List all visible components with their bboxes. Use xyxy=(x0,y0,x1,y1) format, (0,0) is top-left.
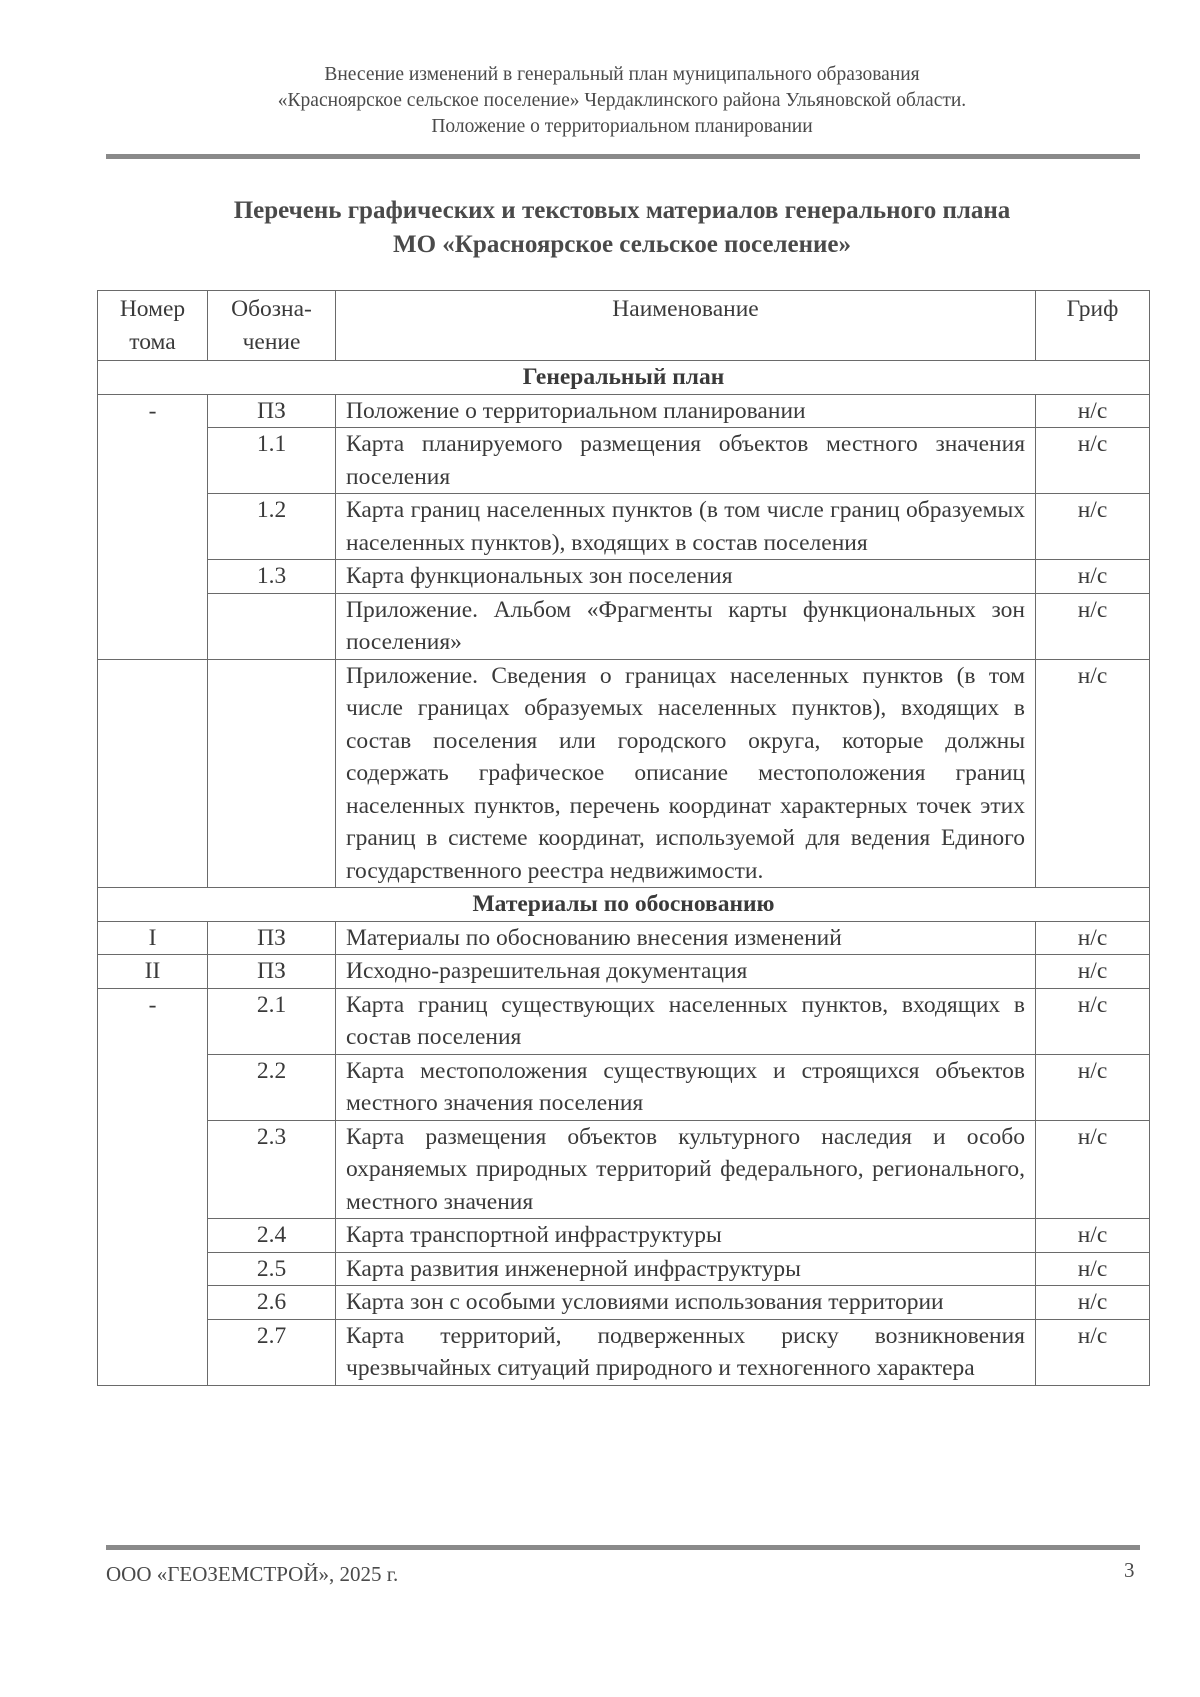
table-row xyxy=(98,955,1150,989)
grif-cell: н/с xyxy=(1036,1219,1150,1253)
page-header xyxy=(104,62,1140,140)
table-row xyxy=(98,560,1150,594)
code-cell: 2.5 xyxy=(208,1252,336,1286)
section-title-justification: Материалы по обоснованию xyxy=(98,888,1150,922)
footer-company: ООО «ГЕОЗЕМСТРОЙ», 2025 г. xyxy=(106,1562,399,1586)
grif-cell: н/с xyxy=(1036,560,1150,594)
table-row xyxy=(98,921,1150,955)
section-row xyxy=(98,361,1150,395)
name-cell: Положение о территориальном планировании xyxy=(336,394,1036,428)
table-row xyxy=(98,394,1150,428)
grif-cell: н/с xyxy=(1036,494,1150,560)
grif-cell: н/с xyxy=(1036,1054,1150,1120)
table-row xyxy=(98,1120,1150,1219)
name-cell: Карта границ населенных пунктов (в том числе границ образуемых населенных пунктов), входящих в состав поселения xyxy=(336,494,1036,560)
name-cell: Приложение. Сведения о границах населенных пунктов (в том числе границах образуемых населенных пунктов), входящих в состав поселения или городского округа, которые должны содержать графическое описание местоположения границ населенных пунктов, перечень координат характерных точек этих границ в системе координат, используемой для ведения Единого государственного реестра недвижимости. xyxy=(336,659,1036,888)
code-cell: ПЗ xyxy=(208,921,336,955)
name-cell: Карта зон с особыми условиями использования территории xyxy=(336,1286,1036,1320)
volume-cell: I xyxy=(98,921,208,955)
code-cell: 2.6 xyxy=(208,1286,336,1320)
code-cell: ПЗ xyxy=(208,394,336,428)
volume-cell: II xyxy=(98,955,208,989)
materials-table xyxy=(97,290,1150,1386)
grif-cell: н/с xyxy=(1036,955,1150,989)
table-header-row xyxy=(98,291,1150,361)
code-cell: 1.3 xyxy=(208,560,336,594)
volume-cell: - xyxy=(98,988,208,1385)
document-title xyxy=(104,194,1140,262)
grif-cell: н/с xyxy=(1036,921,1150,955)
page-number: 3 xyxy=(1124,1558,1135,1582)
code-cell: 2.1 xyxy=(208,988,336,1054)
name-cell: Карта развития инженерной инфраструктуры xyxy=(336,1252,1036,1286)
name-cell: Карта планируемого размещения объектов местного значения поселения xyxy=(336,428,1036,494)
table-row xyxy=(98,1252,1150,1286)
grif-cell: н/с xyxy=(1036,428,1150,494)
table-row xyxy=(98,1054,1150,1120)
grif-cell: н/с xyxy=(1036,659,1150,888)
title-line-2: МО «Красноярское сельское поселение» xyxy=(393,231,851,258)
table-row xyxy=(98,1219,1150,1253)
name-cell: Карта размещения объектов культурного наследия и особо охраняемых природных территорий федерального, регионального, местного значения xyxy=(336,1120,1036,1219)
grif-cell: н/с xyxy=(1036,1286,1150,1320)
volume-cell: - xyxy=(98,394,208,659)
name-cell: Карта транспортной инфраструктуры xyxy=(336,1219,1036,1253)
code-cell: 2.2 xyxy=(208,1054,336,1120)
code-cell: 1.2 xyxy=(208,494,336,560)
table-row xyxy=(98,428,1150,494)
grif-cell: н/с xyxy=(1036,1319,1150,1385)
header-name: Наименование xyxy=(336,291,1036,361)
header-designation-line1: Обозна- xyxy=(231,296,312,322)
header-divider xyxy=(106,154,1140,159)
grif-cell: н/с xyxy=(1036,1120,1150,1219)
grif-cell: н/с xyxy=(1036,593,1150,659)
header-volume-line2: тома xyxy=(129,328,176,355)
table-row xyxy=(98,988,1150,1054)
name-cell: Карта функциональных зон поселения xyxy=(336,560,1036,594)
header-line-2: «Красноярское сельское поселение» Чердаклинского района Ульяновской области. xyxy=(277,90,967,111)
name-cell: Исходно-разрешительная документация xyxy=(336,955,1036,989)
name-cell: Карта местоположения существующих и строящихся объектов местного значения поселения xyxy=(336,1054,1036,1120)
table-row xyxy=(98,659,1150,888)
name-cell: Материалы по обоснованию внесения изменений xyxy=(336,921,1036,955)
table-row xyxy=(98,494,1150,560)
header-designation-line2: чение xyxy=(242,328,301,355)
table-row xyxy=(98,1319,1150,1385)
title-line-1: Перечень графических и текстовых материалов генерального плана xyxy=(233,197,1011,224)
header-line-1: Внесение изменений в генеральный план муниципального образования xyxy=(324,64,920,85)
code-cell: 1.1 xyxy=(208,428,336,494)
code-cell: 2.4 xyxy=(208,1219,336,1253)
header-volume xyxy=(98,291,208,361)
grif-cell: н/с xyxy=(1036,988,1150,1054)
section-title-general-plan: Генеральный план xyxy=(98,361,1150,395)
header-volume-line1: Номер xyxy=(119,296,186,322)
name-cell: Карта границ существующих населенных пунктов, входящих в состав поселения xyxy=(336,988,1036,1054)
volume-cell xyxy=(98,659,208,888)
grif-cell: н/с xyxy=(1036,394,1150,428)
code-cell: ПЗ xyxy=(208,955,336,989)
code-cell xyxy=(208,659,336,888)
name-cell: Приложение. Альбом «Фрагменты карты функциональных зон поселения» xyxy=(336,593,1036,659)
code-cell xyxy=(208,593,336,659)
table-row xyxy=(98,593,1150,659)
header-line-3: Положение о территориальном планировании xyxy=(431,116,813,137)
footer-divider xyxy=(106,1545,1140,1550)
section-row xyxy=(98,888,1150,922)
code-cell: 2.7 xyxy=(208,1319,336,1385)
name-cell: Карта территорий, подверженных риску возникновения чрезвычайных ситуаций природного и техногенного характера xyxy=(336,1319,1036,1385)
grif-cell: н/с xyxy=(1036,1252,1150,1286)
header-designation xyxy=(208,291,336,361)
header-classification: Гриф xyxy=(1036,291,1150,361)
code-cell: 2.3 xyxy=(208,1120,336,1219)
table-row xyxy=(98,1286,1150,1320)
